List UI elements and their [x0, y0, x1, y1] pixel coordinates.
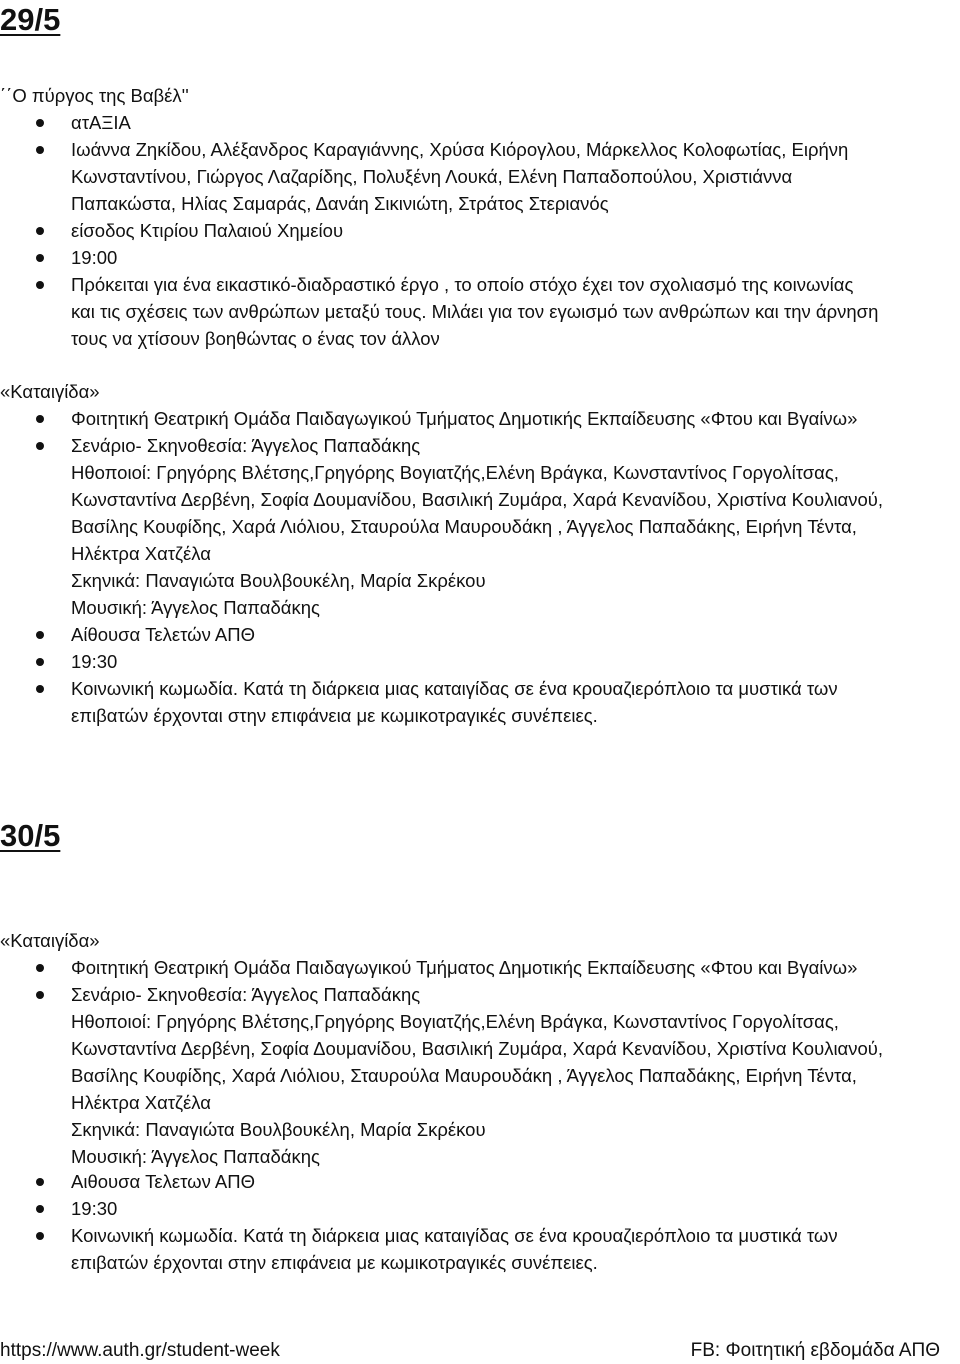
bullet-icon [36, 1232, 44, 1240]
bullet-icon [36, 146, 44, 154]
event-title: ΄΄Ο πύργος της Βαβέλ'' [0, 85, 189, 106]
list-item-time: 19:00 [71, 244, 954, 271]
list-item-group: Φοιτητική Θεατρική Ομάδα Παιδαγωγικού Τμήματος Δημοτικής Εκπαίδευσης «Φτου και Βγαίνω» [71, 405, 954, 432]
bullet-icon [36, 964, 44, 972]
list-item-venue: Αιθουσα Τελετων ΑΠΘ [71, 1168, 954, 1195]
bullet-icon [36, 415, 44, 423]
list-item-time: 19:30 [71, 648, 954, 675]
bullet-icon [36, 442, 44, 450]
bullet-icon [36, 119, 44, 127]
event-title: «Καταιγίδα» [0, 381, 100, 402]
date-heading: 30/5 [0, 818, 61, 853]
date-heading: 29/5 [0, 2, 61, 37]
event-title: «Καταιγίδα» [0, 930, 100, 951]
list-item-description: Πρόκειται για ένα εικαστικό-διαδραστικό έργο , το οποίο στόχο έχει τον σχολιασμό της κοινωνίας και τις σχέσεις των ανθρώπων μεταξύ τους. Μιλάει για τον εγωισμό των ανθρώπων και την άρνηση τους να χτίσουν βοηθώντας ο ένας τον άλλον [71, 271, 954, 352]
footer-facebook-link[interactable]: FB: Φοιτητική εβδομάδα ΑΠΘ [690, 1340, 940, 1361]
bullet-icon [36, 658, 44, 666]
list-item-venue: Αίθουσα Τελετών ΑΠΘ [71, 621, 954, 648]
list-item-group: Φοιτητική Θεατρική Ομάδα Παιδαγωγικού Τμήματος Δημοτικής Εκπαίδευσης «Φτου και Βγαίνω» [71, 954, 954, 981]
list-item-description: Κοινωνική κωμωδία. Κατά τη διάρκεια μιας καταιγίδας σε ένα κρουαζιερόπλοιο τα μυστικά των επιβατών έρχονται στην επιφάνεια με κωμικοτραγικές συνέπειες. [71, 675, 954, 729]
bullet-icon [36, 991, 44, 999]
bullet-icon [36, 254, 44, 262]
list-item-cast: Ιωάννα Ζηκίδου, Αλέξανδρος Καραγιάννης, Χρύσα Κιόρογλου, Μάρκελλος Κολοφωτίας, Ειρήνη Κωνσταντίνου, Γιώργος Λαζαρίδης, Πολυξένη Λουκά, Ελένη Παπαδοπούλου, Χριστιάννα Παπακώστα, Ηλίας Σαμαράς, Δανάη Σικινιώτη, Στράτος Στεριανός [71, 136, 954, 217]
bullet-icon [36, 1178, 44, 1186]
list-item-credits: Σενάριο- Σκηνοθεσία: Άγγελος Παπαδάκης Ηθοποιοί: Γρηγόρης Βλέτσης,Γρηγόρης Βογιατζής,Ελένη Βράγκα, Κωνσταντίνος Γοργολίτσας, Κωνσταντίνα Δερβένη, Σοφία Δουμανίδου, Βασιλική Ζυμάρα, Χαρά Κενανίδου, Χριστίνα Κουλιανού, Βασίλης Κουφίδης, Χαρά Λιόλιου, Σταυρούλα Μαυρουδάκη , Άγγελος Παπαδάκης, Ειρήνη Τέντα, Ηλέκτρα Χατζέλα Σκηνικά: Παναγιώτα Βουλβουκέλη, Μαρία Σκρέκου Μουσική: Άγγελος Παπαδάκης [71, 981, 954, 1170]
bullet-icon [36, 685, 44, 693]
bullet-icon [36, 1205, 44, 1213]
bullet-icon [36, 227, 44, 235]
list-item-time: 19:30 [71, 1195, 954, 1222]
list-item-venue: είσοδος Κτιρίου Παλαιού Χημείου [71, 217, 954, 244]
list-item-description: Κοινωνική κωμωδία. Κατά τη διάρκεια μιας καταιγίδας σε ένα κρουαζιερόπλοιο τα μυστικά των επιβατών έρχονται στην επιφάνεια με κωμικοτραγικές συνέπειες. [71, 1222, 954, 1276]
list-item-group: ατΑΞΙΑ [71, 109, 954, 136]
list-item-credits: Σενάριο- Σκηνοθεσία: Άγγελος Παπαδάκης Ηθοποιοί: Γρηγόρης Βλέτσης,Γρηγόρης Βογιατζής,Ελένη Βράγκα, Κωνσταντίνος Γοργολίτσας, Κωνσταντίνα Δερβένη, Σοφία Δουμανίδου, Βασιλική Ζυμάρα, Χαρά Κενανίδου, Χριστίνα Κουλιανού, Βασίλης Κουφίδης, Χαρά Λιόλιου, Σταυρούλα Μαυρουδάκη , Άγγελος Παπαδάκης, Ειρήνη Τέντα, Ηλέκτρα Χατζέλα Σκηνικά: Παναγιώτα Βουλβουκέλη, Μαρία Σκρέκου Μουσική: Άγγελος Παπαδάκης [71, 432, 954, 621]
bullet-icon [36, 631, 44, 639]
footer-url-link[interactable]: https://www.auth.gr/student-week [0, 1340, 280, 1361]
bullet-icon [36, 281, 44, 289]
